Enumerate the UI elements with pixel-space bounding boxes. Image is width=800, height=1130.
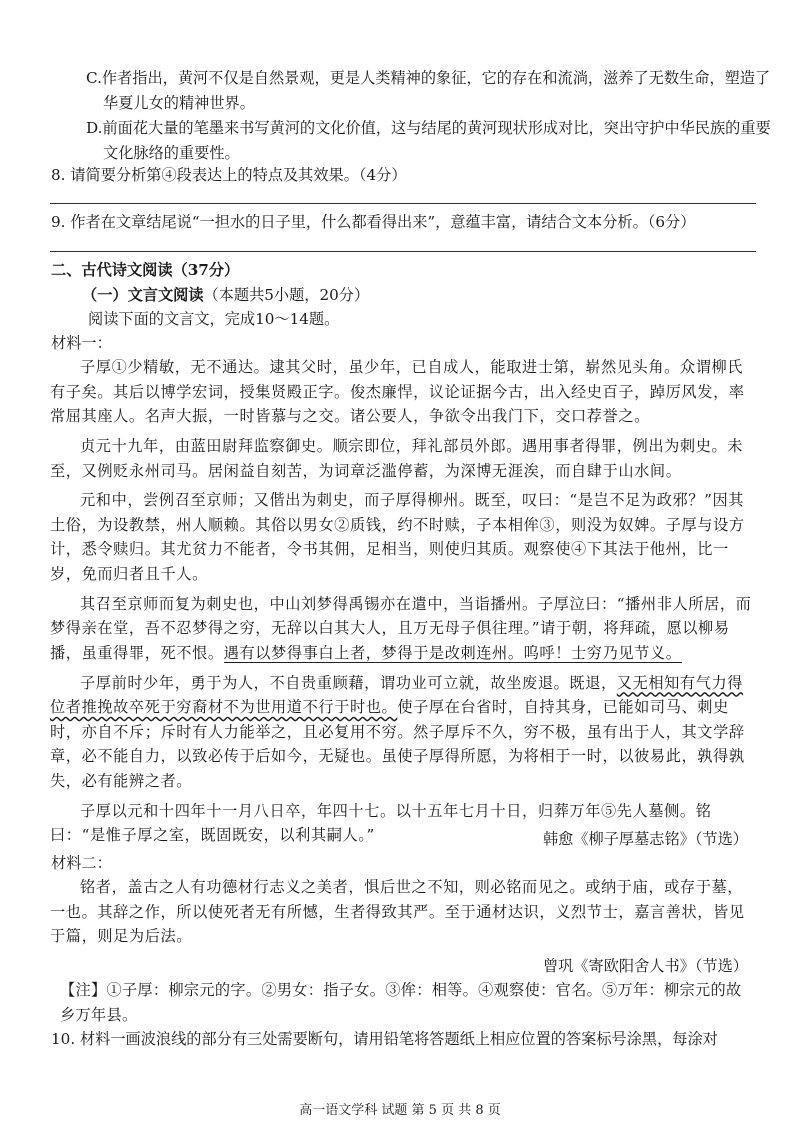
instruction: 阅读下面的文言文，完成10～14题。 (88, 310, 340, 328)
subsection-note: （本题共5小题，20分） (203, 286, 370, 304)
subsection-heading (82, 283, 752, 308)
para5-text-start: 子厚前时少年，勇于为人，不自贵重顾藉，谓功业可立就，故坐废退。既退， (80, 673, 617, 692)
answer-line-8 (50, 203, 756, 204)
material1-para-5 (50, 671, 755, 794)
material1-source: 韩愈《柳子厚墓志铭》（节选） (542, 830, 748, 848)
page-footer: 高一语文学科 试题 第 5 页 共 8 页 (299, 1103, 501, 1118)
question-9: 9. 作者在文章结尾说“一担水的日子里，什么都看得出来”，意蕴丰富，请结合文本分析。（6分） (51, 213, 696, 231)
para4-text: 其召至京师而复为刺史也，中山刘梦得禹锡亦在遣中，当诣播州。子厚泣曰：“播州非人所居，而梦得亲在堂，吾不忍梦得之穷，无辞以白其大人，且万无母子俱往理。”请于朝，将拜疏，愿以柳易播，虽重得罪，死不恨。 (50, 594, 752, 662)
question-10: 10. 材料一画波浪线的部分有三处需要断句，请用铅笔将答题纸上相应位置的答案标号涂黑，每涂对 (51, 1030, 718, 1048)
question-8: 8. 请简要分析第④段表达上的特点及其效果。（4分） (51, 166, 407, 184)
material1-text (50, 355, 755, 848)
material1-para-2: 贞元十九年，由蓝田尉拜监察御史。顺宗即位，拜礼部员外郎。遇用事者得罪，例出为刺史。未至，又例贬永州司马。居闲益自刻苦，为词章泛滥停蓄，为深博无涯涘，而自肆于山水间。 (50, 436, 744, 480)
underlined-sentence: 遇有以梦得事白上者，梦得于是改刺连州。呜呼！士穷乃见节义。 (223, 643, 682, 662)
annotation-note: 【注】①子厚：柳宗元的字。②男女：指子女。③侔：相等。④观察使：官名。⑤万年：柳宗元的故乡万年县。 (60, 981, 742, 1024)
material1-para-3: 元和中，尝例召至京师；又偕出为刺史，而子厚得柳州。既至，叹曰：“是岂不足为政邪？”因其土俗，为设教禁，州人顺赖。其俗以男女②质钱，约不时赎，子本相侔③，则没为奴婢。子厚与设方计，悉令赎归。其尤贫力不能者，令书其佣，足相当，则使归其质。观察使④下其法于他州，比一岁，免而归者且千人。 (50, 491, 745, 583)
material2-text (50, 875, 755, 949)
option-d: D.前面花大量的笔墨来书写黄河的文化价值，这与结尾的黄河现状形成对比，突出守护中华民族的重要文化脉络的重要性。 (86, 119, 771, 162)
option-c: C.作者指出，黄河不仅是自然景观，更是人类精神的象征，它的存在和流淌，滋养了无数生命，塑造了华夏儿女的精神世界。 (86, 69, 771, 112)
material2-source: 曾巩《寄欧阳舍人书》（节选） (542, 957, 748, 975)
material1-para-4 (50, 592, 755, 666)
para5-text-end: 使子厚在台省时，自持其身，已能如司马、刺史时，亦自不斥；斥时有人力能举之，且必复用不穷。然子厚斥不久，穷不极，虽有出于人，其文学辞章，必不能自力，以致必传于后如今，无疑也。虽使子厚得所愿，为将相于一时，以彼易此，孰得孰失，必有能辨之者。 (50, 698, 745, 790)
section-title: 二、古代诗文阅读（37分） (51, 261, 240, 279)
material1-label: 材料一： (51, 334, 112, 352)
subsection-title: （一）文言文阅读 (82, 286, 204, 304)
wavy-underlined-passage: 又无相知有气力得位者推挽故卒死于穷裔材不为世用道不行于时也。 (50, 673, 744, 717)
material2-label: 材料二： (51, 854, 112, 872)
material1-para-1: 子厚①少精敏，无不通达。逮其父时，虽少年，已自成人，能取进士第，崭然见头角。众谓柳氏有子矣。其后以博学宏词，授集贤殿正字。俊杰廉悍，议论证据今古，出入经史百子，踔厉风发，率常屈其座人。名声大振，一时皆慕与之交。诸公要人，争欲令出我门下，交口荐誉之。 (50, 358, 745, 426)
material1-para-6: 子厚以元和十四年十一月八日卒，年四十七。以十五年七月十日，归葬万年⑤先人墓侧。铭曰：“是惟子厚之室，既固既安，以利其嗣人。” (50, 801, 712, 845)
answer-line-9 (50, 251, 756, 252)
material2-para-1: 铭者，盖古之人有功德材行志义之美者，惧后世之不知，则必铭而见之。或纳于庙，或存于墓，一也。其辞之作，所以使死者无有所憾，生者得致其严。至于通材达识，义烈节士，嘉言善状，皆见于篇，则足为后法。 (50, 878, 745, 946)
